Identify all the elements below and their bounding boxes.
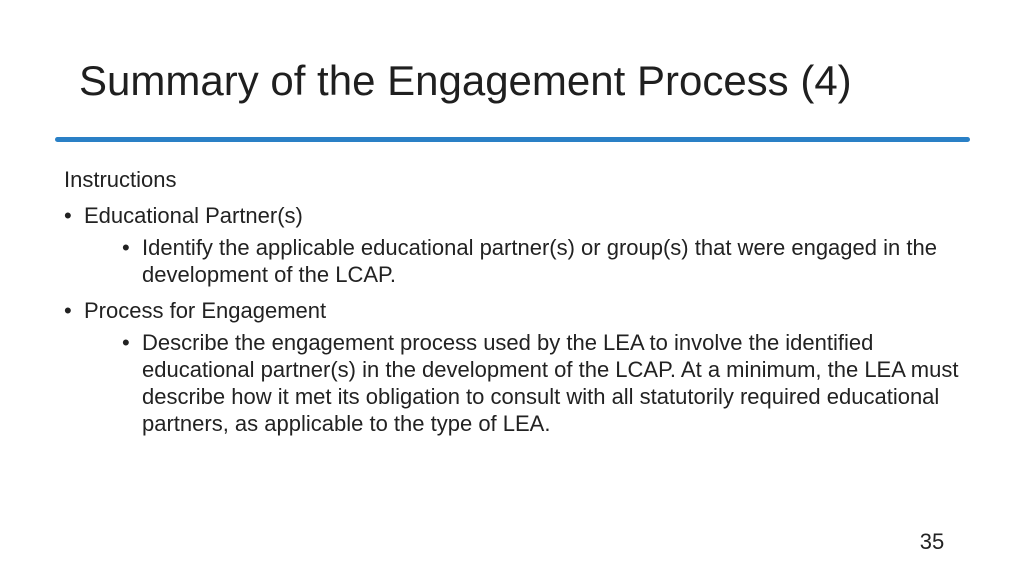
sub-bullet-text: Describe the engagement process used by the LEA to involve the identified educational partner(s) in the development of the LCAP. At a minimum, the LEA must describe how it met its obligation to consult with all statutorily required educational partners, as applicable to the type of LEA. (142, 330, 959, 436)
bullet-item-educational-partners (64, 202, 964, 288)
bullet-item-process-for-engagement (64, 297, 964, 437)
sub-bullet-item (104, 234, 964, 288)
sub-bullet-text: Identify the applicable educational partner(s) or group(s) that were engaged in the development of the LCAP. (142, 235, 937, 287)
page-number: 35 (919, 529, 945, 554)
sub-bullet-item (104, 329, 964, 437)
sub-bullet-icon: • (122, 330, 130, 355)
bullet-icon: • (64, 203, 72, 228)
slide-body (64, 166, 964, 437)
bullet-icon: • (64, 298, 72, 323)
title-divider (55, 137, 970, 142)
sub-bullet-icon: • (122, 235, 130, 260)
slide-title: Summary of the Engagement Process (4) (79, 57, 852, 104)
bullet-item-label: Process for Engagement (84, 298, 327, 323)
section-heading: Instructions (64, 167, 177, 192)
bullet-item-label: Educational Partner(s) (84, 203, 303, 228)
